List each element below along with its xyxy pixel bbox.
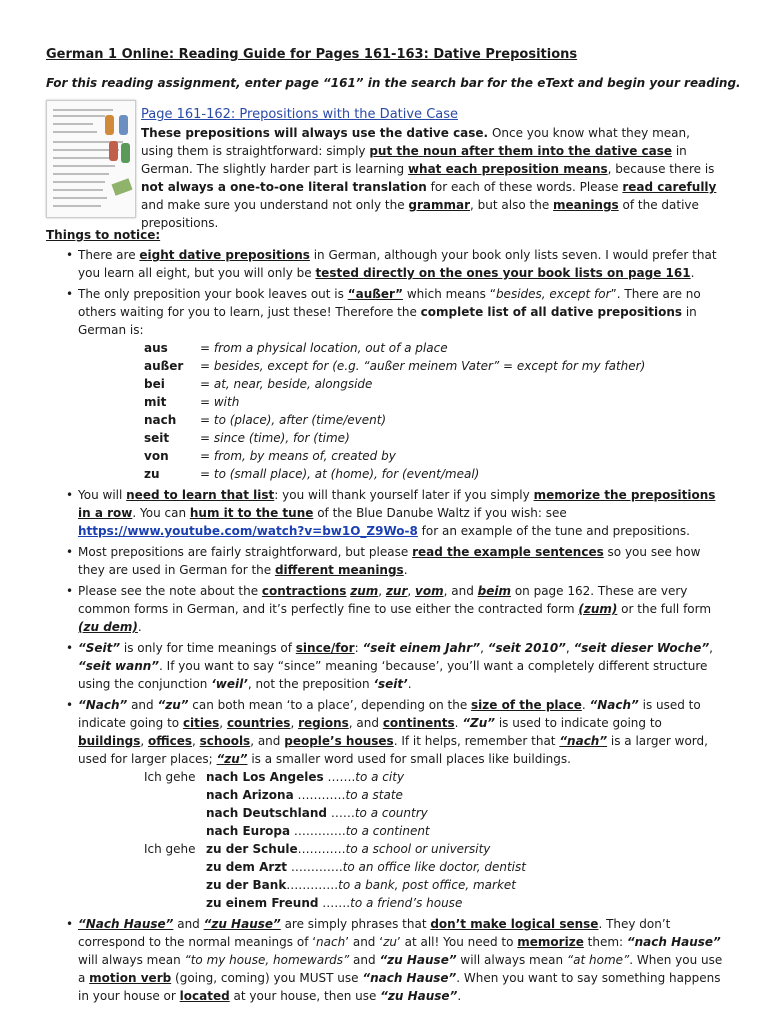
dative-prepositions-table bbox=[144, 339, 645, 483]
table-row: zu dem Arzt ………….to an office like doctor, dentist bbox=[206, 860, 526, 874]
table-row: seit = since (time), for (time) bbox=[144, 431, 350, 445]
list-item: • Most prepositions are fairly straightforward, but please read the example sentences so you see how they are used in German for the different meanings. bbox=[66, 543, 726, 579]
table-row: mit = with bbox=[144, 395, 240, 409]
list-item: • There are eight dative prepositions in German, although your book only lists seven. I would prefer that you learn all eight, but you will only be tested directly on the ones your book lists on page 161. bbox=[66, 246, 726, 282]
table-row: außer = besides, except for (e.g. “außer meinem Vater” = except for my father) bbox=[144, 359, 646, 373]
list-item: • Please see the note about the contractions zum, zur, vom, and beim on page 162. These are very common forms in German, and it’s perfectly fine to use either the contracted form (zum) or the full form (zu dem). bbox=[66, 582, 726, 636]
section-paragraph: These prepositions will always use the dative case. Once you know what they mean, using them is straightforward: simply put the noun after them into the dative case in German. The slightly harder part is learning what each preposition means, because there is not always a one-to-one literal translation for each of these words. Please read carefully and make sure you understand not only the grammar, but also the meanings of the dative prepositions. bbox=[141, 126, 717, 230]
table-row: nach Europa ………….to a continent bbox=[206, 824, 430, 838]
table-row: nach = to (place), after (time/event) bbox=[144, 413, 387, 427]
page-title: German 1 Online: Reading Guide for Pages 161-163: Dative Prepositions bbox=[46, 47, 578, 62]
table-row: von = from, by means of, created by bbox=[144, 449, 396, 463]
table-row: aus = from a physical location, out of a place bbox=[144, 341, 448, 355]
table-row: zu = to (small place), at (home), for (event/meal) bbox=[144, 467, 480, 481]
table-row: bei = at, near, beside, alongside bbox=[144, 377, 373, 391]
youtube-link[interactable]: https://www.youtube.com/watch?v=bw1O_Z9Wo-8 bbox=[78, 524, 418, 538]
textbook-page-thumbnail bbox=[46, 100, 136, 218]
list-item: • The only preposition your book leaves out is “außer” which means “besides, except for”. There are no others waiting for you to learn, just these! Therefore the complete list of all dative prepositions in German is: aus = from a physical location, out of a place außer = besides, except for (e.g. “außer meinem Vater” = except for my father) bei = at, near, beside, alongside mit = with nach = to (place), after (time/event) seit = since (time), for (time) von = from, by means of, created by zu = to (small place), at (home), for (event/meal) bbox=[66, 285, 726, 483]
intro-instruction: For this reading assignment, enter page “161” in the search bar for the eText and begin your reading. bbox=[46, 76, 741, 90]
table-row: zu einem Freund …….to a friend’s house bbox=[206, 896, 463, 910]
list-item: • You will need to learn that list: you will thank yourself later if you simply memorize the prepositions in a row. You can hum it to the tune of the Blue Danube Waltz if you wish: see https://www.youtube.com/watch?v=bw1O_Z9Wo-8 for an example of the tune and prepositions. bbox=[66, 486, 726, 540]
list-item: • “Nach Hause” and “zu Hause” are simply phrases that don’t make logical sense. They don’t correspond to the normal meanings of ‘nach’ and ‘zu’ at all! You need to memorize them: “nach Hause” will always mean “to my house, homewards” and “zu Hause” will always mean “at home”. When you use a motion verb (going, coming) you MUST use “nach Hause”. When you want to say something happens in your house or located at your house, then use “zu Hause”. bbox=[66, 915, 726, 1005]
table-row: zu der Bank………….to a bank, post office, market bbox=[206, 878, 516, 892]
section-page-161-162 bbox=[141, 106, 721, 232]
table-row: nach Arizona …………to a state bbox=[206, 788, 403, 802]
section-heading: Page 161-162: Prepositions with the Dative Case bbox=[141, 107, 459, 122]
notice-list bbox=[66, 246, 726, 1008]
table-row: Ich gehe zu der Schule…………to a school or university bbox=[144, 842, 491, 856]
nach-zu-examples-table bbox=[144, 768, 526, 912]
table-row: Ich gehe nach Los Angeles …….to a city bbox=[144, 770, 405, 784]
things-to-notice-heading: Things to notice: bbox=[46, 228, 161, 242]
list-item: • “Nach” and “zu” can both mean ‘to a place’, depending on the size of the place. “Nach” is used to indicate going to cities, countries, regions, and continents. “Zu” is used to indicate going to buildings, offices, schools, and people’s houses. If it helps, remember that “nach” is a larger word, used for larger places; “zu” is a smaller word used for small places like buildings. Ich gehe nach Los Angeles …….to a city nach Arizona …………to a state nach Deutschland ……to a country nach Europa ………….to a continent Ich gehe zu der Schule…………to a school or university zu dem Arzt ………….to an office like doctor, dentist zu der Bank………….to a bank, post office, market zu einem Freund …….to a friend’s house bbox=[66, 696, 726, 912]
list-item: • “Seit” is only for time meanings of since/for: “seit einem Jahr”, “seit 2010”, “seit dieser Woche”, “seit wann”. If you want to say “since” meaning ‘because’, you’ll want a completely different structure using the conjunction ‘weil’, not the preposition ‘seit’. bbox=[66, 639, 726, 693]
table-row: nach Deutschland ……to a country bbox=[206, 806, 428, 820]
